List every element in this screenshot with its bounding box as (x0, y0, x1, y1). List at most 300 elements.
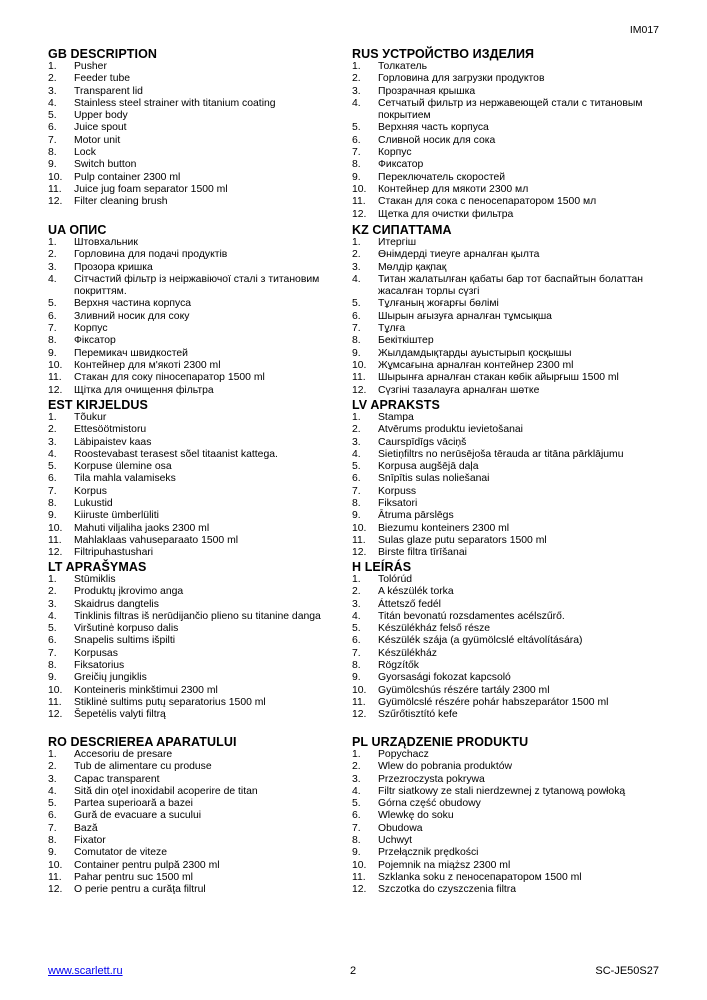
item-number: 10. (48, 359, 63, 371)
item-text: Бекіткіштер (378, 335, 434, 347)
item-number: 9. (48, 847, 57, 859)
item-number: 11. (352, 696, 366, 708)
description-section (352, 560, 662, 722)
item-number: 9. (352, 171, 361, 183)
list-item (352, 237, 662, 249)
item-number: 3. (352, 598, 361, 610)
item-text: Tolórúd (378, 574, 413, 585)
item-text: Gyümölcslé részére pohár habszeparátor 1500 ml (378, 696, 609, 708)
list-item (352, 335, 662, 347)
item-text: Stiklinė sultims putų separatorius 1500 ml (74, 696, 266, 708)
item-number: 9. (48, 510, 57, 522)
item-text: Atvērums produktu ievietošanai (378, 424, 523, 436)
item-number: 8. (352, 660, 361, 672)
item-text: Gyorsasági fokozat kapcsoló (378, 672, 511, 684)
item-text: Корпус (74, 323, 108, 335)
list-item (352, 623, 662, 635)
item-number: 5. (352, 122, 361, 134)
list-item (48, 574, 338, 586)
item-number: 11. (48, 696, 62, 708)
list-item (48, 761, 338, 773)
item-text: Сетчатый фильтр из нержавеющей стали с титановым покрытием (378, 97, 643, 122)
list-item (352, 685, 662, 697)
item-text: Rögzítők (378, 660, 420, 672)
item-text: Container pentru pulpă 2300 ml (74, 859, 220, 871)
item-number: 2. (352, 73, 361, 85)
description-section (48, 735, 338, 897)
list-item (352, 709, 662, 721)
list-item (48, 586, 338, 598)
item-number: 11. (48, 372, 62, 384)
item-text: Popychacz (378, 749, 429, 760)
item-text: Fiksatorius (74, 660, 125, 672)
list-item (352, 311, 662, 323)
item-number: 8. (352, 335, 361, 347)
item-number: 7. (352, 485, 361, 497)
list-item (48, 498, 338, 510)
item-number: 1. (352, 749, 361, 760)
list-item (48, 611, 338, 623)
list-item (352, 835, 662, 847)
item-text: Сливной носик для сока (378, 134, 496, 146)
item-text: Штовхальник (74, 237, 138, 248)
item-text: Transparent lid (74, 85, 143, 97)
list-item (352, 611, 662, 623)
description-section (48, 398, 338, 560)
list-item (352, 184, 662, 196)
item-text: Tila mahla valamiseks (74, 473, 176, 485)
item-text: Konteineris minkštimui 2300 ml (74, 684, 218, 696)
item-number: 3. (352, 85, 361, 97)
item-number: 10. (48, 684, 63, 696)
item-text: Tõukur (74, 412, 107, 423)
item-number: 4. (48, 785, 57, 797)
item-text: Шырынға арналған стакан көбік айырғыш 1500 ml (378, 372, 619, 384)
list-item (352, 424, 662, 436)
item-text: Прозрачная крышка (378, 85, 476, 97)
list-item (48, 249, 338, 261)
item-number: 6. (352, 810, 361, 822)
item-text: Lock (74, 147, 96, 159)
list-item (352, 535, 662, 547)
item-text: Стакан для соку піносепаратор 1500 ml (74, 372, 265, 384)
item-number: 12. (352, 709, 367, 721)
list-item (352, 159, 662, 171)
list-item (48, 798, 338, 810)
list-item (352, 122, 662, 134)
item-number: 4. (48, 610, 57, 622)
list-item (48, 274, 338, 299)
description-section (352, 735, 662, 897)
item-number: 3. (48, 773, 57, 785)
item-number: 10. (48, 859, 63, 871)
item-text: Feeder tube (74, 73, 131, 85)
item-text: Upper body (74, 110, 128, 122)
item-text: Ātruma pārslēgs (378, 510, 454, 522)
list-item (48, 847, 338, 859)
item-text: Läbipaistev kaas (74, 436, 152, 448)
list-item (48, 685, 338, 697)
item-number: 8. (48, 147, 57, 159)
item-number: 3. (48, 436, 57, 448)
item-number: 4. (352, 448, 361, 460)
item-text: Caurspīdīgs vāciņš (378, 436, 467, 448)
item-text: Горловина для загрузки продуктов (378, 73, 545, 85)
list-item (352, 196, 662, 208)
item-text: Өнімдерді тиеуге арналған қылта (378, 249, 540, 261)
list-item (48, 599, 338, 611)
list-item (48, 749, 338, 761)
list-item (352, 547, 662, 559)
description-section (48, 560, 338, 722)
item-number: 1. (352, 237, 361, 248)
list-item (352, 847, 662, 859)
item-text: Тұлғаның жоғарғы бөлімі (378, 298, 499, 310)
item-text: Titán bevonatú rozsdamentes acélszűrő. (378, 610, 565, 622)
item-text: O perie pentru a curăţa filtrul (74, 884, 206, 896)
list-item (48, 360, 338, 372)
list-item (48, 660, 338, 672)
list-item (48, 672, 338, 684)
parts-list (48, 749, 338, 897)
list-item (48, 623, 338, 635)
item-text: Greičių jungiklis (74, 672, 147, 684)
item-text: Uchwyt (378, 835, 413, 847)
section-title: LV APRAKSTS (352, 398, 440, 412)
item-text: Fixator (74, 835, 106, 847)
item-number: 8. (48, 335, 57, 347)
item-text: Горловина для подачі продуктів (74, 249, 228, 261)
item-text: Тұлға (378, 323, 406, 335)
item-text: Áttetsző fedél (378, 598, 441, 610)
section-title: RUS УСТРОЙСТВО ИЗДЕЛИЯ (352, 47, 535, 61)
item-number: 11. (48, 534, 62, 546)
item-text: Tinklinis filtras iš nerūdijančio plieno su titanine danga (74, 610, 321, 622)
item-number: 1. (48, 237, 57, 248)
item-number: 12. (352, 384, 367, 396)
item-number: 11. (352, 196, 366, 208)
item-number: 3. (352, 436, 361, 448)
item-text: Корпус (378, 147, 412, 159)
list-item (352, 697, 662, 709)
list-item (48, 635, 338, 647)
item-number: 12. (48, 547, 63, 559)
item-text: Filter cleaning brush (74, 196, 168, 208)
section-title: H LEÍRÁS (352, 560, 412, 574)
item-number: 7. (48, 323, 57, 335)
item-text: Juice spout (74, 122, 127, 134)
item-number: 4. (48, 448, 57, 460)
item-number: 1. (352, 412, 361, 423)
parts-list (48, 61, 338, 209)
list-item (48, 61, 338, 73)
list-item (48, 437, 338, 449)
item-text: Stainless steel strainer with titanium coating (74, 97, 276, 109)
item-number: 8. (48, 660, 57, 672)
list-item (48, 872, 338, 884)
item-number: 4. (352, 610, 361, 622)
item-number: 5. (352, 298, 361, 310)
page-footer (48, 965, 659, 979)
item-text: Filtr siatkowy ze stali nierdzewnej z tytanową powłoką (378, 785, 626, 797)
item-number: 7. (48, 647, 57, 659)
item-number: 2. (48, 761, 57, 773)
section-title: PL URZĄDZENIE PRODUKTU (352, 735, 529, 749)
item-number: 5. (48, 623, 57, 635)
item-text: Viršutinė korpuso dalis (74, 623, 179, 635)
description-section (48, 47, 338, 209)
item-text: Lukustid (74, 498, 113, 510)
list-item (48, 262, 338, 274)
item-text: Переключатель скоростей (378, 171, 506, 183)
list-item (352, 461, 662, 473)
item-text: Wlew do pobrania produktów (378, 761, 512, 773)
list-item (48, 98, 338, 110)
item-number: 9. (352, 672, 361, 684)
item-number: 7. (352, 147, 361, 159)
item-number: 6. (352, 134, 361, 146)
item-number: 6. (352, 473, 361, 485)
item-number: 6. (48, 635, 57, 647)
list-item (352, 672, 662, 684)
parts-list (48, 574, 338, 722)
item-number: 2. (352, 424, 361, 436)
item-text: Щетка для очистки фильтра (378, 208, 514, 220)
item-number: 2. (48, 586, 57, 598)
model-number: SC-JE50S27 (595, 965, 659, 977)
list-item (48, 810, 338, 822)
item-number: 3. (352, 261, 361, 273)
item-number: 11. (48, 871, 62, 883)
item-text: Switch button (74, 159, 137, 171)
item-text: Титан жалатылған қабаты бар тот баспайтын болаттан жасалған торлы сүзгі (378, 273, 644, 298)
website-link[interactable]: www.scarlett.ru (48, 965, 123, 977)
item-text: Pulp container 2300 ml (74, 171, 181, 183)
list-item (48, 835, 338, 847)
description-section (352, 47, 662, 221)
item-text: Stūmiklis (74, 574, 116, 585)
list-item (48, 311, 338, 323)
item-text: Korpuss (378, 485, 417, 497)
list-item (48, 86, 338, 98)
list-item (48, 184, 338, 196)
item-number: 1. (48, 412, 57, 423)
item-text: Bază (74, 822, 98, 834)
item-number: 4. (352, 273, 361, 285)
list-item (352, 249, 662, 261)
item-text: Korpuse ülemine osa (74, 461, 172, 473)
list-item (48, 786, 338, 798)
section-title: EST KIRJELDUS (48, 398, 148, 412)
item-text: Partea superioară a bazei (74, 798, 193, 810)
item-number: 2. (352, 761, 361, 773)
list-item (352, 884, 662, 896)
item-number: 12. (48, 196, 63, 208)
item-number: 7. (352, 822, 361, 834)
item-text: Fiksatori (378, 498, 418, 510)
item-text: Készülékház (378, 647, 437, 659)
parts-list (352, 412, 662, 560)
item-text: Snīpītis sulas noliešanai (378, 473, 490, 485)
item-text: Зливний носик для соку (74, 310, 190, 322)
item-text: Жұмсағына арналған контейнер 2300 ml (378, 359, 574, 371)
list-item (352, 473, 662, 485)
item-text: Juice jug foam separator 1500 ml (74, 183, 228, 195)
item-number: 5. (352, 798, 361, 810)
item-text: Szklanka soku z пеносепаратором 1500 ml (378, 871, 582, 883)
description-section (48, 223, 338, 397)
list-item (352, 172, 662, 184)
item-text: Sulas glaze putu separators 1500 ml (378, 534, 547, 546)
item-number: 5. (48, 110, 57, 122)
list-item (352, 86, 662, 98)
item-text: Szczotka do czyszczenia filtra (378, 884, 517, 896)
item-text: Сүзгіні тазалауға арналған шөтке (378, 384, 540, 396)
item-text: Фіксатор (74, 335, 116, 347)
list-item (352, 385, 662, 397)
list-item (352, 761, 662, 773)
item-number: 3. (48, 85, 57, 97)
item-text: Ettesöötmistoru (74, 424, 147, 436)
list-item (48, 73, 338, 85)
list-item (48, 196, 338, 208)
item-number: 6. (48, 810, 57, 822)
list-item (48, 860, 338, 872)
list-item (48, 348, 338, 360)
item-text: Motor unit (74, 134, 121, 146)
item-number: 3. (48, 261, 57, 273)
item-number: 6. (48, 310, 57, 322)
item-number: 11. (352, 372, 366, 384)
item-text: Capac transparent (74, 773, 160, 785)
item-number: 4. (48, 273, 57, 285)
item-text: Przezroczysta pokrywa (378, 773, 485, 785)
list-item (48, 449, 338, 461)
parts-list (352, 237, 662, 397)
item-number: 1. (48, 749, 57, 760)
item-text: Górna część obudowy (378, 798, 481, 810)
item-text: Przełącznik prędkości (378, 847, 479, 859)
list-item (352, 135, 662, 147)
item-number: 9. (48, 159, 57, 171)
list-item (48, 510, 338, 522)
item-text: Mahuti viljaliha jaoks 2300 ml (74, 522, 210, 534)
parts-list (48, 412, 338, 560)
item-text: Birste filtra tīrīšanai (378, 547, 467, 559)
list-item (48, 335, 338, 347)
list-item (352, 360, 662, 372)
item-number: 10. (352, 522, 367, 534)
item-number: 4. (352, 785, 361, 797)
list-item (352, 372, 662, 384)
item-text: Pahar pentru suc 1500 ml (74, 871, 193, 883)
item-number: 2. (352, 249, 361, 261)
item-number: 6. (352, 310, 361, 322)
section-title: GB DESCRIPTION (48, 47, 158, 61)
item-number: 7. (48, 822, 57, 834)
list-item (352, 486, 662, 498)
item-text: Сітчастий фільтр із неіржавіючої сталі з титановим покриттям. (74, 273, 320, 298)
item-number: 8. (352, 498, 361, 510)
item-number: 5. (48, 798, 57, 810)
item-text: Skaidrus dangtelis (74, 598, 159, 610)
item-number: 6. (352, 635, 361, 647)
parts-list (352, 574, 662, 722)
list-item (352, 498, 662, 510)
item-text: Pojemnik na miąższ 2300 ml (378, 859, 511, 871)
list-item (48, 535, 338, 547)
item-number: 5. (352, 461, 361, 473)
item-number: 10. (48, 171, 63, 183)
item-text: Прозора кришка (74, 261, 153, 273)
list-item (48, 648, 338, 660)
list-item (48, 372, 338, 384)
item-text: Roostevabast terasest sõel titaanist kattega. (74, 448, 278, 460)
item-number: 7. (352, 323, 361, 335)
list-item (48, 237, 338, 249)
parts-list (352, 61, 662, 221)
item-text: Шырын ағызуға арналған тұмсықша (378, 310, 552, 322)
item-text: Sietiņfiltrs no nerūsējoša tērauda ar titāna pārklājumu (378, 448, 624, 460)
item-number: 8. (48, 835, 57, 847)
item-number: 3. (48, 598, 57, 610)
item-number: 12. (48, 709, 63, 721)
item-number: 9. (352, 510, 361, 522)
item-text: Sită din oţel inoxidabil acoperire de titan (74, 785, 258, 797)
item-text: Filtripuhastushari (74, 547, 154, 559)
item-number: 11. (352, 534, 366, 546)
item-number: 9. (352, 847, 361, 859)
description-section (352, 398, 662, 560)
item-text: Перемикач швидкостей (74, 347, 188, 359)
item-number: 10. (48, 522, 63, 534)
item-text: Pusher (74, 61, 107, 72)
item-text: Tub de alimentare cu produse (74, 761, 212, 773)
item-text: Kiiruste ümberlüliti (74, 510, 159, 522)
list-item (48, 110, 338, 122)
list-item (352, 510, 662, 522)
item-number: 6. (48, 122, 57, 134)
item-number: 11. (48, 183, 62, 195)
item-number: 4. (352, 97, 361, 109)
list-item (352, 147, 662, 159)
document-code: IM017 (629, 24, 659, 36)
list-item (48, 774, 338, 786)
item-text: Mahlaklaas vahuseparaato 1500 ml (74, 534, 239, 546)
list-item (352, 262, 662, 274)
item-text: Верхняя часть корпуса (378, 122, 489, 134)
list-item (352, 599, 662, 611)
item-number: 2. (48, 73, 57, 85)
item-number: 10. (352, 859, 367, 871)
list-item (352, 412, 662, 424)
item-number: 7. (48, 134, 57, 146)
list-item (48, 172, 338, 184)
item-text: Korpusas (74, 647, 118, 659)
list-item (352, 823, 662, 835)
item-number: 12. (48, 384, 63, 396)
list-item (48, 122, 338, 134)
list-item (48, 159, 338, 171)
item-number: 12. (352, 884, 367, 896)
item-number: 8. (48, 498, 57, 510)
item-number: 8. (352, 835, 361, 847)
list-item (48, 547, 338, 559)
item-number: 10. (352, 183, 367, 195)
item-number: 12. (352, 208, 367, 220)
item-number: 3. (352, 773, 361, 785)
list-item (48, 523, 338, 535)
